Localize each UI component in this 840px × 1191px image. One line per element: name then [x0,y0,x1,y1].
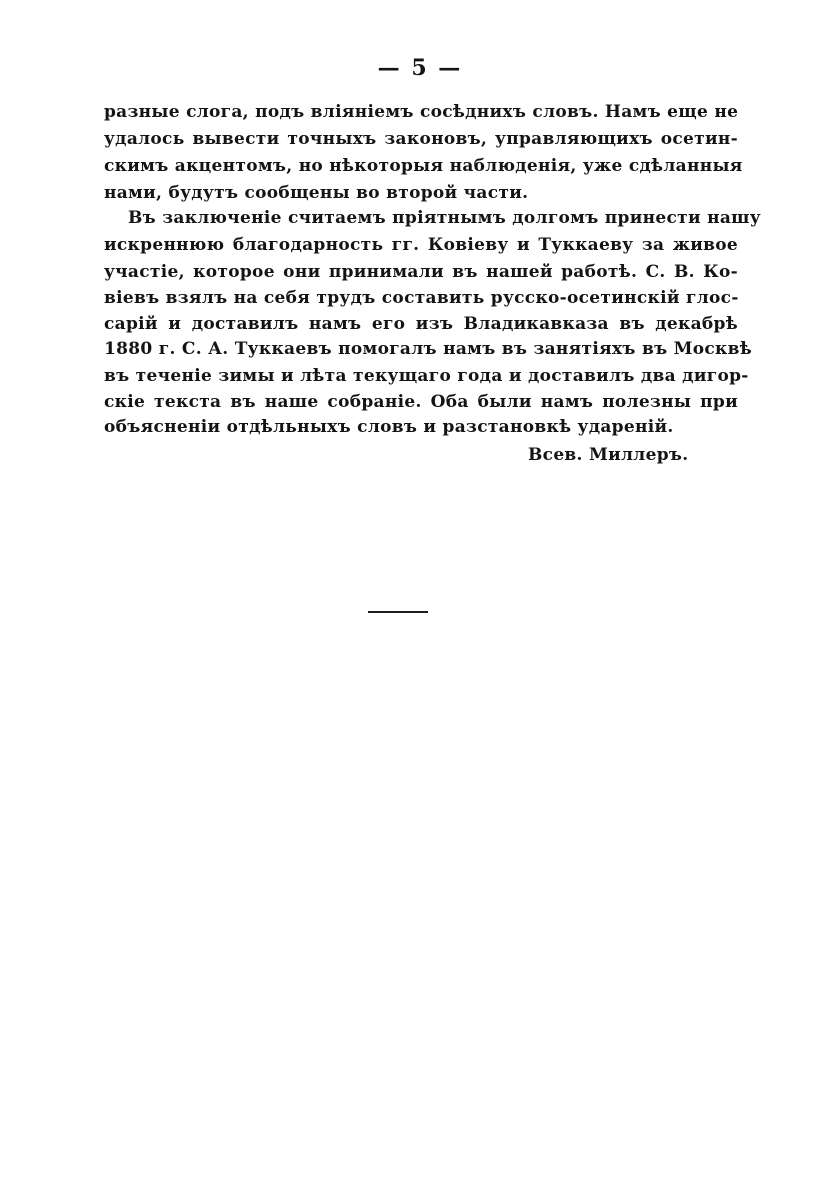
text-line: разные слога, подъ вліяніемъ сосѣднихъ словъ. Намъ еще не [104,102,739,122]
end-rule [368,611,428,613]
text-line: скимъ акцентомъ, но нѣкоторыя наблюденія, уже сдѣланныя [104,156,743,176]
text-line: 1880 г. С. А. Туккаевъ помогалъ намъ въ занятіяхъ въ Москвѣ [104,339,752,359]
text-line: объясненіи отдѣльныхъ словъ и разстановкѣ удареній. [104,417,674,437]
text-line: нами, будутъ сообщены во второй части. [104,183,529,203]
author-signature: Всев. Миллеръ. [528,445,689,465]
text-line: искреннюю благодарность гг. Ковіеву и Туккаеву за живое [104,235,738,255]
text-line: віевъ взялъ на себя трудъ составить русско-осетинскій глос- [104,288,739,308]
text-line: сарій и доставилъ намъ его изъ Владикавказа въ декабрѣ [104,314,738,334]
text-line: Въ заключеніе считаемъ пріятнымъ долгомъ принести нашу [128,208,761,228]
page-number: — 5 — [377,55,463,81]
text-line: скіе текста въ наше собраніе. Оба были намъ полезны при [104,392,738,412]
text-line: въ теченіе зимы и лѣта текущаго года и доставилъ два дигор- [104,366,749,386]
text-line: участіе, которое они принимали въ нашей работѣ. С. В. Ко- [104,262,738,282]
text-line: удалось вывести точныхъ законовъ, управляющихъ осетин- [104,129,738,149]
